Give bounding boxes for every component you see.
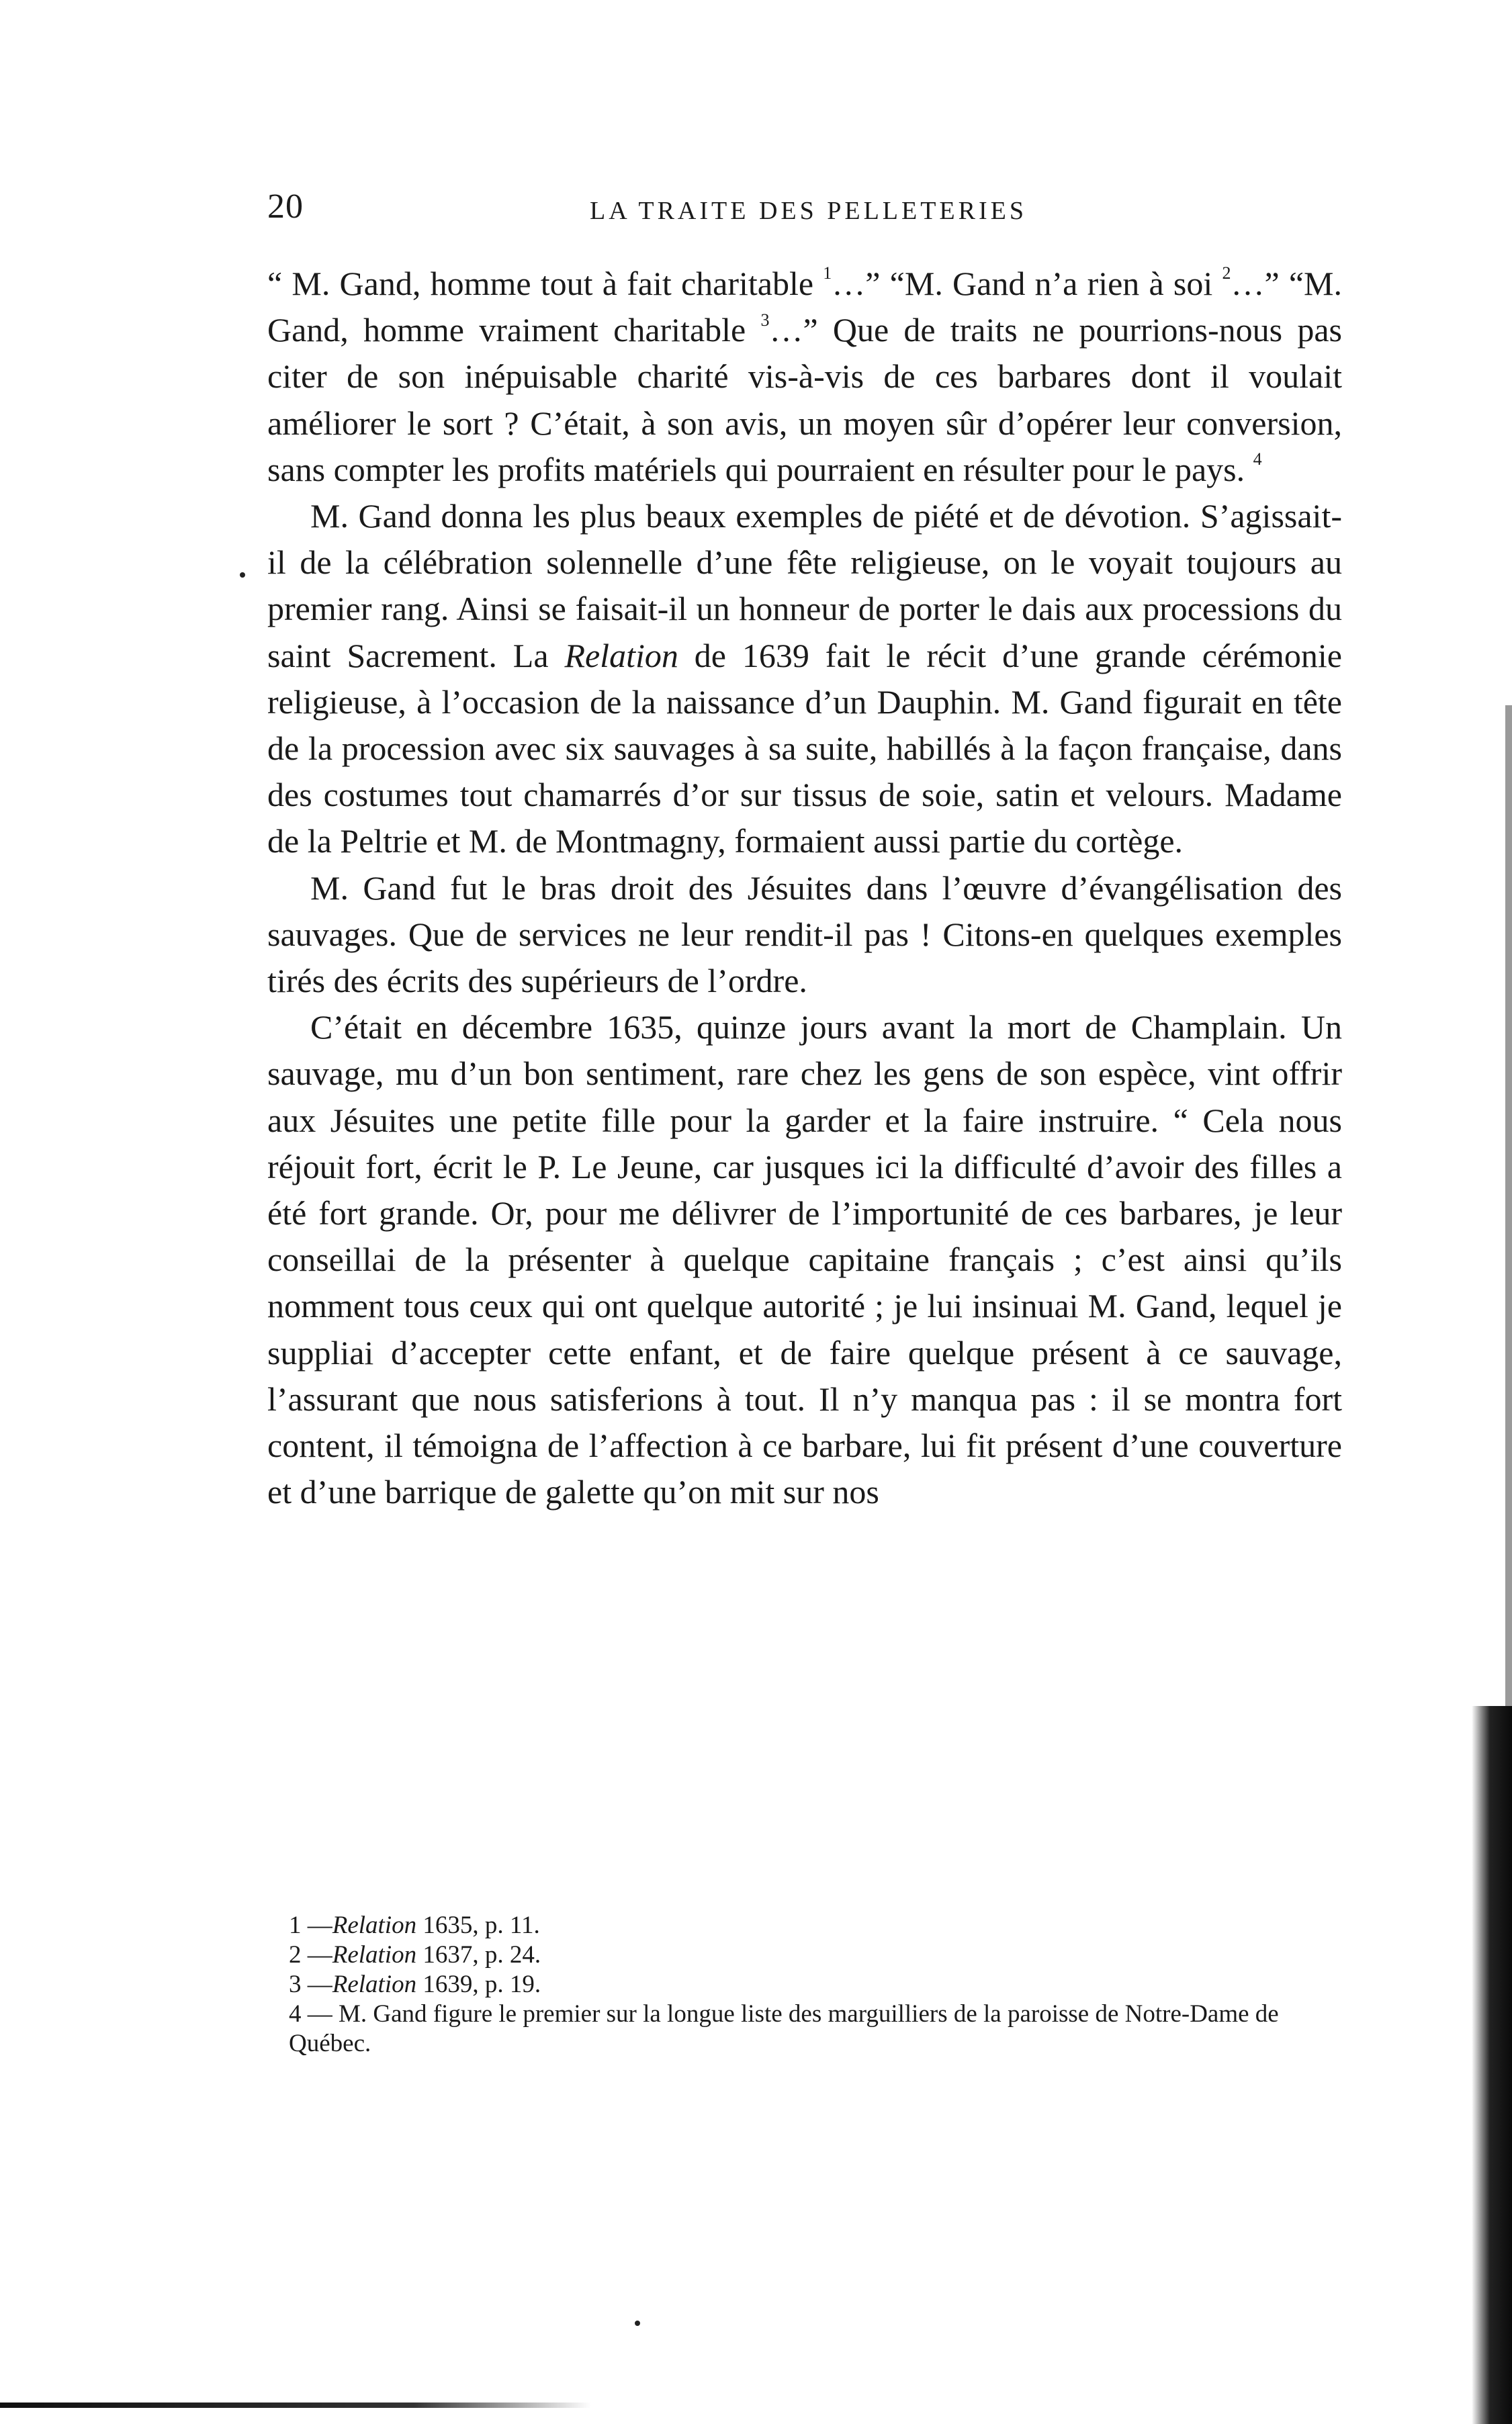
paragraph-1 — [267, 261, 1342, 493]
footnote-3-source: Relation — [332, 1971, 417, 1998]
footnote-1 — [267, 1911, 1342, 1940]
p1-text-b: …” “M. Gand n’a rien à soi — [832, 265, 1222, 302]
footnote-2-source: Relation — [332, 1941, 417, 1969]
running-title: LA TRAITE DES PELLETERIES — [590, 197, 1027, 225]
footnote-ref-3: 3 — [760, 310, 770, 330]
paragraph-3: M. Gand fut le bras droit des Jésuites dans l’œuvre d’évangélisation des sauvages. Que de services ne leur rendit-il pas ! Citons-en quelques exemples tirés des écrits des supérieurs de l’ordre. — [267, 868, 1342, 1000]
footnote-ref-4: 4 — [1253, 449, 1262, 469]
footnote-4-text: M. Gand figure le premier sur la longue liste des marguilliers de la paroisse de Notre-Dame de Québec. — [289, 2000, 1279, 2057]
scan-speck — [635, 2321, 640, 2326]
footnote-2 — [267, 1940, 1342, 1970]
p1-text-d: …” Que de traits ne pourrions-nous pas citer de son inépuisable charité vis-à-vis de ces barbares dont il voulait améliorer le sort ? C’était, à son avis, un moyen sûr d’opérer leur conversion, sans compter les profits matériels qui pourraient en résulter pour le pays. — [267, 311, 1342, 488]
p2-italic-relation: Relation — [564, 636, 678, 674]
p2-text-a: M. Gand donna les plus beaux exemples de piété et de dévotion. S’agissait-il de la célébration solennelle d’une fête religieuse, on le voyait toujours au premier rang. Ainsi se faisait-il un honneur de porter le dais aux processions du saint Sacrement. La — [267, 497, 1342, 674]
p1-text-c: …” “M. Gand, homme vraiment charitable — [267, 265, 1343, 349]
footnote-2-ref: 1637, p. 24. — [416, 1941, 541, 1969]
p1-text-a: “ M. Gand, homme tout à fait charitable — [267, 265, 824, 302]
paragraph-2 — [267, 493, 1342, 865]
footnote-ref-2: 2 — [1222, 263, 1231, 283]
scan-bottom-edge — [0, 2403, 591, 2408]
footnote-3-ref: 1639, p. 19. — [416, 1971, 541, 1998]
footnote-ref-1: 1 — [823, 263, 832, 283]
scan-speck — [240, 572, 245, 578]
footnotes — [267, 1911, 1342, 2059]
page-header — [267, 187, 1349, 240]
footnote-3 — [267, 1970, 1342, 2000]
body-text — [267, 261, 1342, 1515]
footnote-4-number: 4 — — [289, 2000, 332, 2028]
footnote-4 — [267, 2000, 1342, 2059]
footnote-1-source: Relation — [332, 1912, 417, 1939]
footnote-1-ref: 1635, p. 11. — [416, 1912, 540, 1939]
p2-text-b: de 1639 fait le récit d’une grande cérémonie religieuse, à l’occasion de la naissance d’un Dauphin. M. Gand figurait en tête de la procession avec six sauvages à sa suite, habillés à la façon française, dans des costumes tout chamarrés d’or sur tissus de soie, satin et velours. Madame de la Peltrie et M. de Montmagny, formaient aussi partie du cortège. — [267, 636, 1342, 860]
page-number: 20 — [267, 187, 304, 226]
footnote-1-number: 1 — — [289, 1912, 332, 1939]
scan-binding-shadow — [1472, 1706, 1512, 2424]
paragraph-4: C’était en décembre 1635, quinze jours avant la mort de Champlain. Un sauvage, mu d’un bon sentiment, rare chez les gens de son espèce, vint offrir aux Jésuites une petite fille pour la garder et la faire instruire. “ Cela nous réjouit fort, écrit le P. Le Jeune, car jusques ici la difficulté d’avoir des filles a été fort grande. Or, pour me délivrer de l’importunité de ces barbares, je leur conseillai de la présenter à quelque capitaine français ; c’est ainsi qu’ils nomment tous ceux qui ont quelque autorité ; je lui insinuai M. Gand, lequel je suppliai d’accepter cette enfant, et de faire quelque présent à ce sauvage, l’assurant que nous satisferions à tout. Il n’y manqua pas : il se montra fort content, il témoigna de l’affection à ce barbare, lui fit présent d’une couverture et d’une barrique de galette qu’on mit sur nos — [267, 1008, 1342, 1511]
scan-page-edge-shadow — [1505, 705, 1512, 1713]
footnote-3-number: 3 — — [289, 1971, 332, 1998]
footnote-2-number: 2 — — [289, 1941, 332, 1969]
